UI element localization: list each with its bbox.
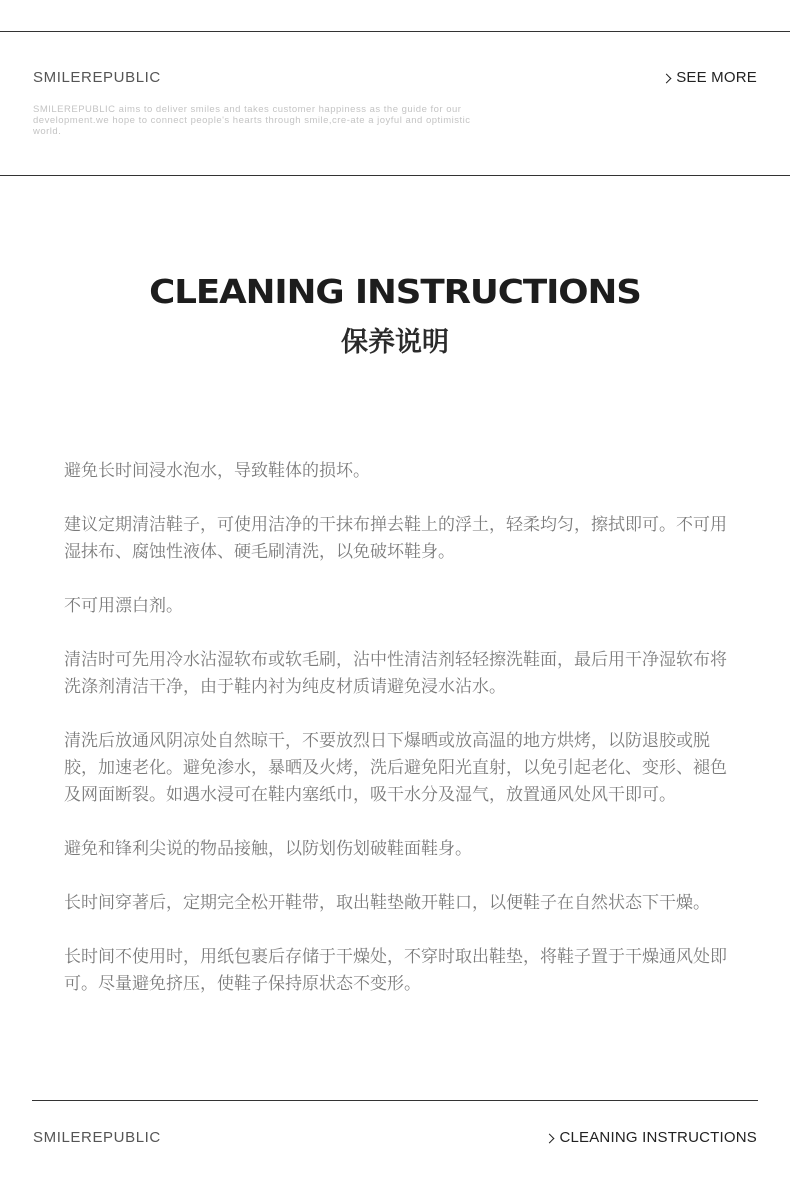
- instruction-paragraph: 长时间不使用时，用纸包裹后存储于干燥处，不穿时取出鞋垫，将鞋子置于干燥通风处即可。尽量避免挤压，使鞋子保持原状态不变形。: [64, 947, 727, 994]
- footer-brand-name: SMILEREPUBLIC: [33, 1129, 161, 1146]
- instruction-paragraph: 建议定期清洁鞋子，可使用洁净的干抹布掸去鞋上的浮土，轻柔均匀，擦拭即可。不可用湿抹布、腐蚀性液体、硬毛刷清洗，以免破坏鞋身。: [64, 515, 727, 562]
- cleaning-instructions-link[interactable]: [546, 1129, 757, 1146]
- page-subtitle: 保养说明: [341, 327, 449, 358]
- instruction-paragraph: 清洁时可先用冷水沾湿软布或软毛刷，沾中性清洁剂轻轻擦洗鞋面，最后用干净湿软布将洗涤剂清洁干净，由于鞋内衬为纯皮材质请避免浸水沾水。: [64, 650, 727, 697]
- instructions-body: [64, 458, 730, 1025]
- header-divider: [0, 175, 790, 176]
- brand-tagline: SMILEREPUBLIC aims to deliver smiles and takes customer happiness as the guide for our development.we hope to connect people's hearts through smile,cre-ate a joyful and optimistic world.: [33, 104, 471, 137]
- cleaning-instructions-label: CLEANING INSTRUCTIONS: [559, 1129, 757, 1146]
- instruction-paragraph: 避免和锋利尖说的物品接触，以防划伤划破鞋面鞋身。: [64, 839, 472, 859]
- instruction-paragraph: 不可用漂白剂。: [64, 596, 183, 616]
- footer-divider: [32, 1100, 758, 1101]
- instruction-paragraph: 清洗后放通风阴凉处自然晾干，不要放烈日下爆晒或放高温的地方烘烤，以防退胶或脱胶，加速老化。避免渗水，暴晒及火烤，洗后避免阳光直射，以免引起老化、变形、褪色及网面断裂。如遇水浸可在鞋内塞纸巾，吸干水分及湿气，放置通风处风干即可。: [64, 731, 727, 805]
- chevron-right-icon: [662, 73, 672, 83]
- see-more-label: SEE MORE: [676, 69, 757, 86]
- see-more-link[interactable]: [663, 69, 757, 86]
- page-title: CLEANING INSTRUCTIONS: [149, 272, 641, 311]
- top-divider: [0, 31, 790, 32]
- instruction-paragraph: 长时间穿著后，定期完全松开鞋带，取出鞋垫敞开鞋口，以便鞋子在自然状态下干燥。: [64, 893, 710, 913]
- instruction-paragraph: 避免长时间浸水泡水，导致鞋体的损坏。: [64, 461, 370, 481]
- chevron-right-icon: [545, 1133, 555, 1143]
- brand-name: SMILEREPUBLIC: [33, 69, 161, 86]
